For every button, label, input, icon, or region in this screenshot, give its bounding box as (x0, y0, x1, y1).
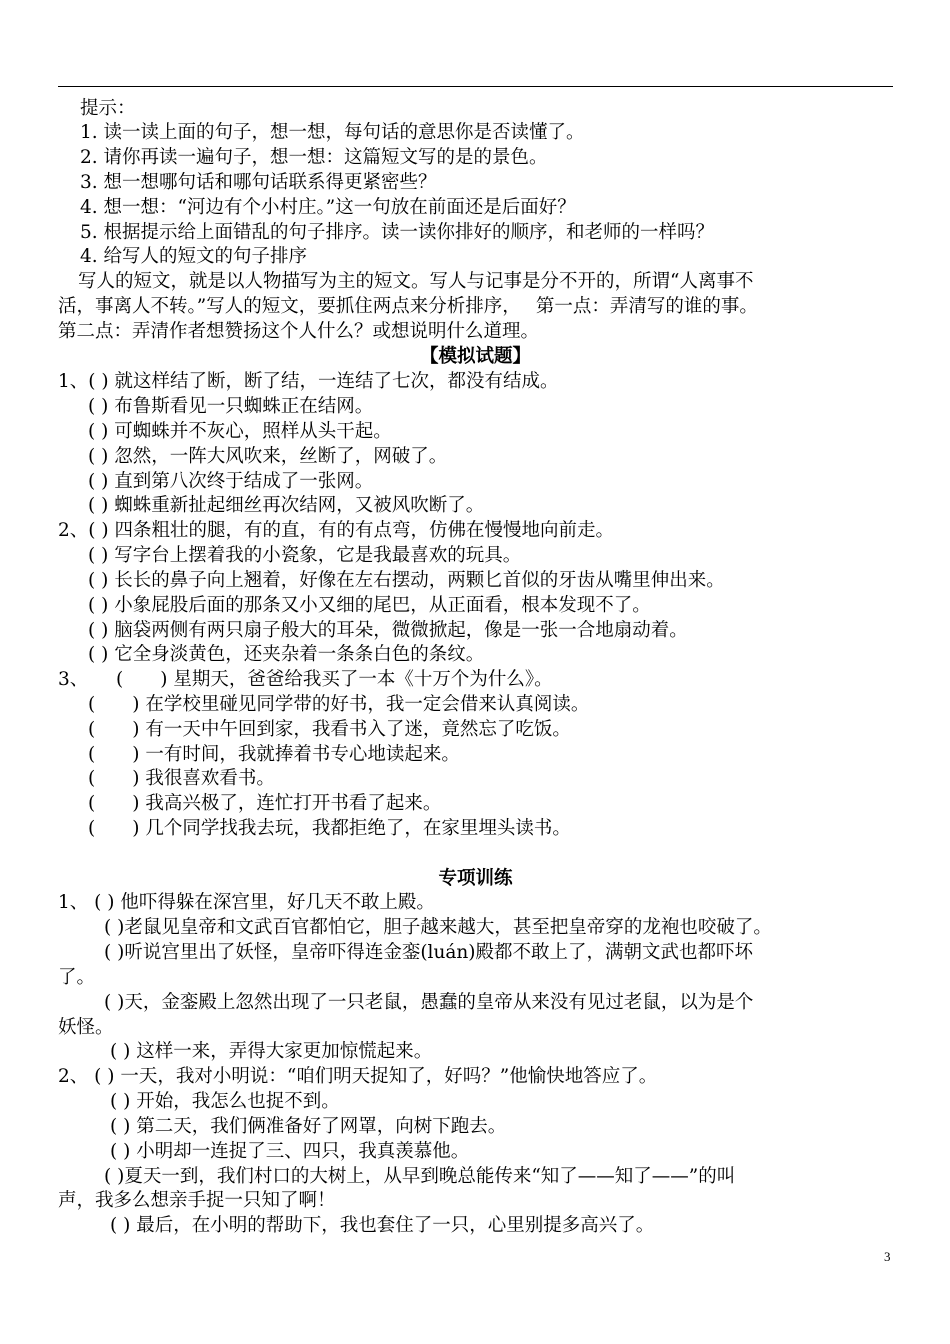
q2-sentence: ( ) 小象屁股后面的那条又小又细的尾巴，从正面看，根本发现不了。 (88, 595, 651, 616)
q1-sentence: ( ) 忽然，一阵大风吹来，丝断了，网破了。 (88, 446, 448, 467)
s1-sentence: ( )听说宫里出了妖怪，皇帝吓得连金銮(luán)殿都不敢上了，满朝文武也都吓坏 (104, 942, 754, 963)
mock-test-title: 【模拟试题】 (419, 346, 531, 367)
hint-item: 4. 想一想：“河边有个小村庄。”这一句放在前面还是后面好？ (80, 197, 576, 218)
q2-sentence: ( ) 写字台上摆着我的小瓷象，它是我最喜欢的玩具。 (88, 545, 522, 566)
q2-sentence: ( ) 长长的鼻子向上翘着，好像在左右摆动，两颗匕首似的牙齿从嘴里伸出来。 (88, 570, 725, 591)
s1-sentence: 1、 ( ) 他吓得躲在深宫里，好几天不敢上殿。 (58, 892, 435, 913)
q1-sentence: ( ) 蜘蛛重新扯起细丝再次结网，又被风吹断了。 (88, 495, 485, 516)
q1-sentence: ( ) 布鲁斯看见一只蜘蛛正在结网。 (88, 396, 374, 417)
q1-sentence: 1、( ) 就这样结了断，断了结，一连结了七次，都没有结成。 (58, 371, 559, 392)
page-number: 3 (884, 1249, 891, 1264)
hint-item: 1. 读一读上面的句子，想一想，每句话的意思你是否读懂了。 (80, 122, 585, 143)
s2-sentence: 2、 ( ) 一天，我对小明说：“咱们明天捉知了，好吗？”他愉快地答应了。 (58, 1066, 658, 1087)
q3-sentence: ( ) 有一天中午回到家，我看书入了迷，竟然忘了吃饭。 (88, 719, 571, 740)
s2-sentence: 声，我多么想亲手捉一只知了啊！ (58, 1190, 336, 1211)
q3-sentence: ( ) 在学校里碰见同学带的好书，我一定会借来认真阅读。 (88, 694, 590, 715)
special-training-title: 专项训练 (438, 868, 513, 889)
explanation-line: 活，事离人不转。”写人的短文，要抓住两点来分析排序， 第一点：弄清写的谁的事。 (58, 296, 758, 317)
q3-sentence: ( ) 我很喜欢看书。 (88, 768, 275, 789)
q1-sentence: ( ) 可蜘蛛并不灰心，照样从头干起。 (88, 421, 392, 442)
s2-sentence: ( ) 第二天，我们俩准备好了网罩，向树下跑去。 (110, 1116, 507, 1137)
q3-sentence: ( ) 一有时间，我就捧着书专心地读起来。 (88, 744, 460, 765)
q2-sentence: ( ) 脑袋两侧有两只扇子般大的耳朵，微微掀起，像是一张一合地扇动着。 (88, 620, 688, 641)
s1-sentence: ( ) 这样一来，弄得大家更加惊慌起来。 (110, 1041, 433, 1062)
header-rule (58, 86, 893, 87)
explanation-line: 第二点：弄清作者想赞扬这个人什么？或想说明什么道理。 (58, 321, 540, 342)
q3-sentence: ( ) 我高兴极了，连忙打开书看了起来。 (88, 793, 442, 814)
s2-sentence: ( ) 开始，我怎么也捉不到。 (110, 1091, 340, 1112)
hint-item: 3. 想一想哪句话和哪句话联系得更紧密些？ (80, 172, 437, 193)
s2-sentence: ( ) 最后，在小明的帮助下，我也套住了一只，心里别提多高兴了。 (110, 1215, 655, 1236)
q3-sentence: ( ) 几个同学找我去玩，我都拒绝了，在家里埋头读书。 (88, 818, 571, 839)
hints-heading: 提示： (80, 98, 136, 119)
hint-item: 5. 根据提示给上面错乱的句子排序。读一读你排好的顺序，和老师的一样吗？ (80, 222, 715, 243)
s2-sentence: ( )夏天一到，我们村口的大树上，从早到晚总能传来“知了——知了——”的叫 (104, 1166, 736, 1187)
q2-sentence: 2、( ) 四条粗壮的腿，有的直，有的有点弯，仿佛在慢慢地向前走。 (58, 520, 614, 541)
s1-sentence: 了。 (58, 967, 96, 988)
hint-item: 2. 请你再读一遍句子，想一想：这篇短文写的是的景色。 (80, 147, 548, 168)
hint-item: 4. 给写人的短文的句子排序 (80, 246, 308, 267)
s1-sentence: ( )天，金銮殿上忽然出现了一只老鼠，愚蠢的皇帝从来没有见过老鼠，以为是个 (104, 992, 754, 1013)
q2-sentence: ( ) 它全身淡黄色，还夹杂着一条条白色的条纹。 (88, 644, 485, 665)
s2-sentence: ( ) 小明却一连捉了三、四只，我真羡慕他。 (110, 1141, 470, 1162)
explanation-line: 写人的短文，就是以人物描写为主的短文。写人与记事是分不开的，所谓“人离事不 (78, 271, 754, 292)
s1-sentence: 妖怪。 (58, 1017, 114, 1038)
q3-sentence: 3、 ( ) 星期天，爸爸给我买了一本《十万个为什么》。 (58, 669, 553, 690)
q1-sentence: ( ) 直到第八次终于结成了一张网。 (88, 471, 374, 492)
s1-sentence: ( )老鼠见皇帝和文武百官都怕它，胆子越来越大，甚至把皇帝穿的龙袍也咬破了。 (104, 917, 772, 938)
